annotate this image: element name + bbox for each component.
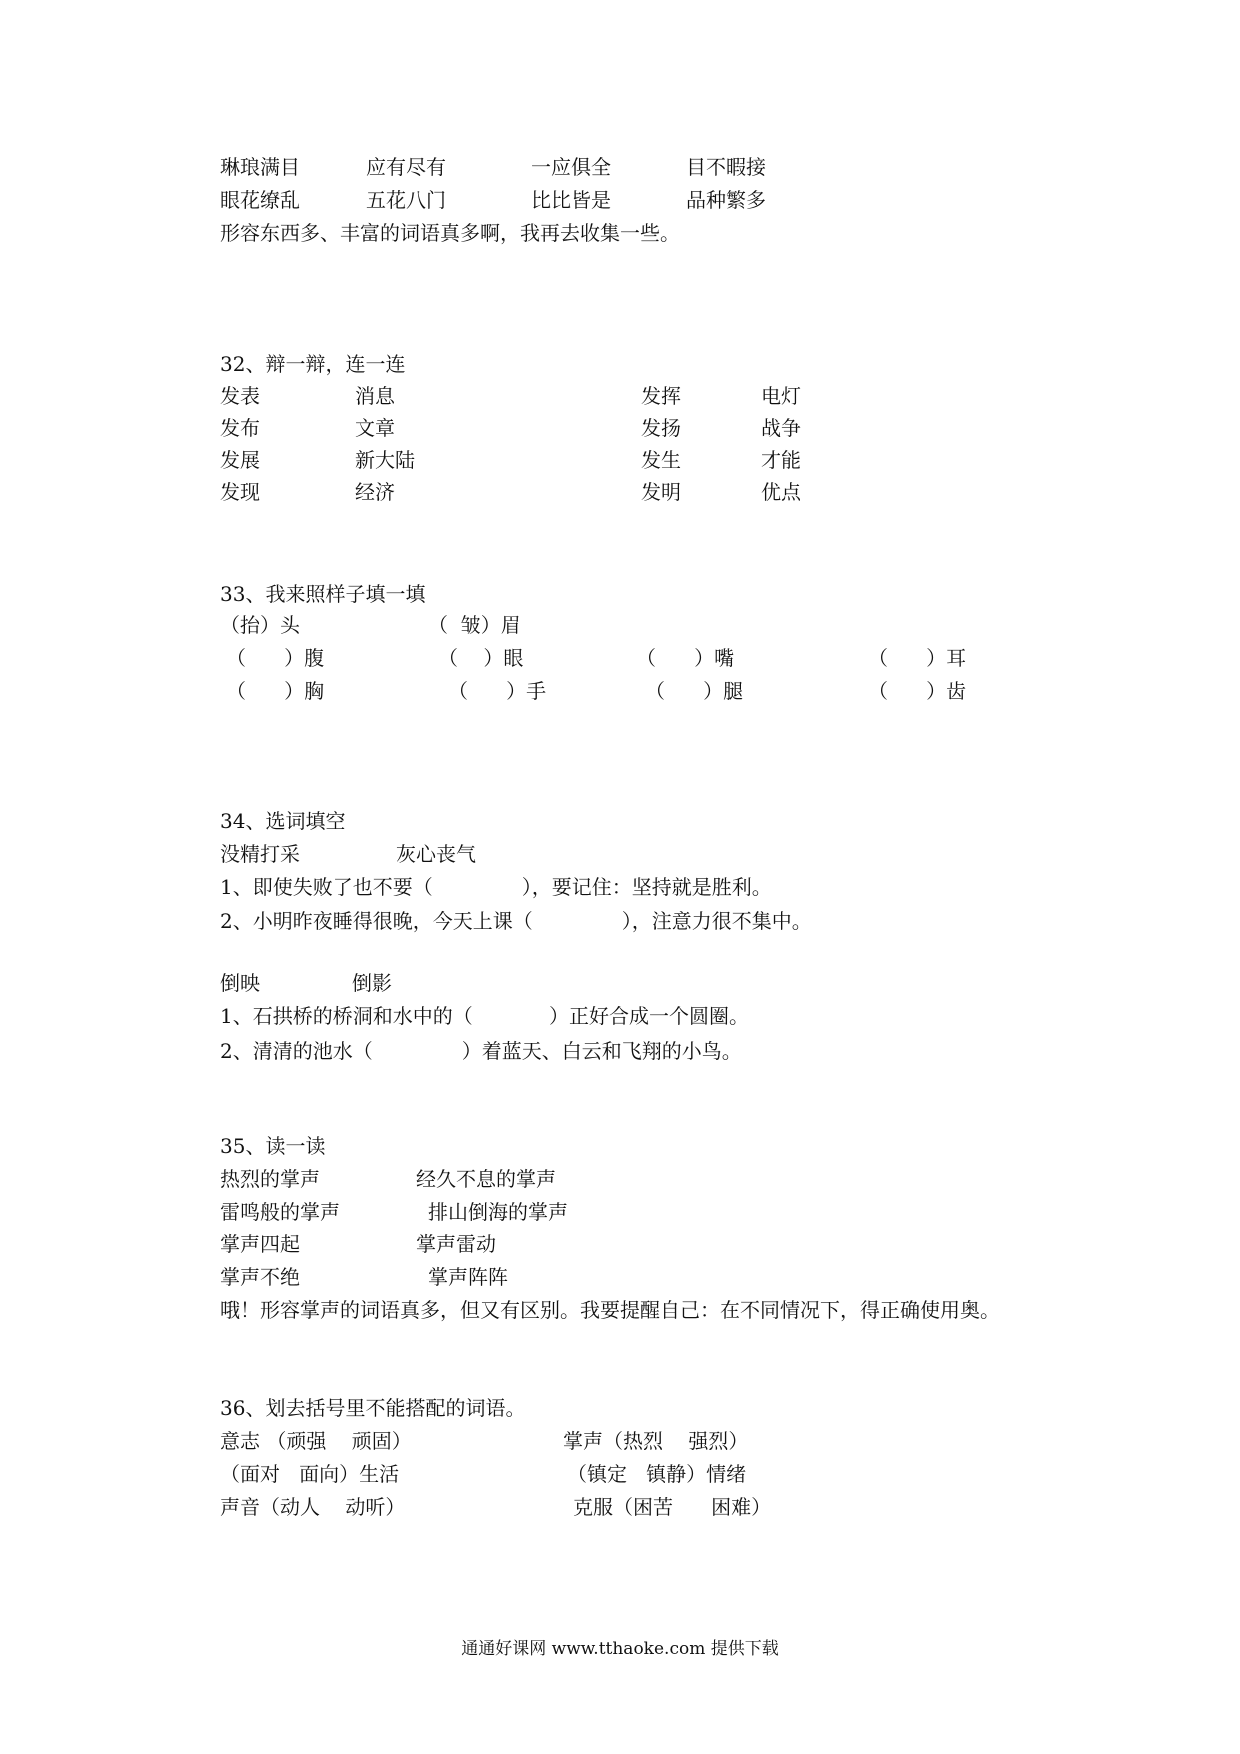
- q32-title: [0, 349, 1240, 379]
- match-word: 电灯: [761, 384, 801, 408]
- page-footer: 通通好课网 www.tthaoke.com 提供下载: [461, 1639, 779, 1659]
- word-choice: 灰心丧气: [396, 842, 476, 866]
- match-word: 发展: [220, 448, 260, 472]
- fill-blank: （ ）嘴: [636, 646, 735, 670]
- match-word: 发布: [220, 416, 260, 440]
- q33-row-2: [0, 676, 1240, 706]
- idiom: 比比皆是: [531, 188, 611, 212]
- note-text: 形容东西多、丰富的词语真多啊，我再去收集一些。: [220, 221, 680, 245]
- phrase: 热烈的掌声: [220, 1167, 320, 1191]
- q35-row: [0, 1197, 1240, 1227]
- collocation: 意志 （顽强 顽固）: [220, 1429, 412, 1453]
- match-word: 战争: [761, 416, 801, 440]
- sentence: 1、石拱桥的桥洞和水中的（ ）正好合成一个圆圈。: [220, 1004, 750, 1028]
- fill-blank: （ ）齿: [868, 679, 967, 703]
- sentence: 2、小明昨夜睡得很晚，今天上课（ ），注意力很不集中。: [220, 909, 812, 933]
- match-word: 优点: [761, 480, 801, 504]
- match-word: 才能: [761, 448, 801, 472]
- fill-blank: （ ）手: [448, 679, 547, 703]
- fill-blank: （ ）腹: [226, 646, 325, 670]
- q32-row: [0, 413, 1240, 443]
- example-item: （ 皱）眉: [428, 613, 521, 637]
- q32-row: [0, 477, 1240, 507]
- example-item: （抬）头: [220, 613, 300, 637]
- fill-blank: （ ）胸: [226, 679, 325, 703]
- question-title: 34、选词填空: [220, 809, 346, 833]
- collocation: 声音（动人 动听）: [220, 1495, 406, 1519]
- collocation: （镇定 镇静）情绪: [567, 1462, 747, 1486]
- match-word: 经济: [355, 480, 395, 504]
- collocation: 克服（困苦 困难）: [573, 1495, 772, 1519]
- q32-row: [0, 381, 1240, 411]
- q35-row: [0, 1229, 1240, 1259]
- match-word: 文章: [355, 416, 395, 440]
- idiom: 目不暇接: [686, 155, 766, 179]
- phrase: 雷鸣般的掌声: [220, 1200, 340, 1224]
- idiom: 琳琅满目: [220, 155, 300, 179]
- idiom: 五花八门: [366, 188, 446, 212]
- fill-blank: （ ）腿: [645, 679, 744, 703]
- match-word: 发挥: [641, 384, 681, 408]
- sentence: 2、清清的池水（ ）着蓝天、白云和飞翔的小鸟。: [220, 1039, 742, 1063]
- q34-words-1: [0, 839, 1240, 869]
- word-choice: 没精打采: [220, 842, 300, 866]
- intro-row-2: [0, 185, 1240, 215]
- match-word: 发生: [641, 448, 681, 472]
- intro-row-1: [0, 152, 1240, 182]
- word-choice: 倒映: [220, 971, 260, 995]
- word-choice: 倒影: [352, 971, 392, 995]
- phrase: 掌声四起: [220, 1232, 300, 1256]
- fill-blank: （ ）眼: [438, 646, 524, 670]
- question-title: 32、辩一辩，连一连: [220, 352, 406, 376]
- q34-sentence: [0, 906, 1240, 936]
- phrase: 掌声不绝: [220, 1265, 300, 1289]
- intro-note: [0, 218, 1240, 248]
- q35-title: [0, 1131, 1240, 1161]
- question-title: 36、划去括号里不能搭配的词语。: [220, 1396, 526, 1420]
- q34-sentence: [0, 1036, 1240, 1066]
- question-title: 35、读一读: [220, 1134, 326, 1158]
- note-text: 哦！形容掌声的词语真多，但又有区别。我要提醒自己：在不同情况下，得正确使用奥。: [220, 1298, 1000, 1322]
- phrase: 掌声雷动: [416, 1232, 496, 1256]
- collocation: 掌声（热烈 强烈）: [563, 1429, 749, 1453]
- phrase: 排山倒海的掌声: [428, 1200, 568, 1224]
- phrase: 掌声阵阵: [428, 1265, 508, 1289]
- q35-row: [0, 1164, 1240, 1194]
- q33-title: [0, 579, 1240, 609]
- q34-words-2: [0, 968, 1240, 998]
- match-word: 发表: [220, 384, 260, 408]
- q36-row: [0, 1492, 1240, 1522]
- fill-blank: （ ）耳: [868, 646, 967, 670]
- q35-note: [0, 1295, 1240, 1325]
- question-title: 33、我来照样子填一填: [220, 582, 426, 606]
- q34-sentence: [0, 1001, 1240, 1031]
- q33-row-1: [0, 643, 1240, 673]
- match-word: 发明: [641, 480, 681, 504]
- q36-title: [0, 1393, 1240, 1423]
- idiom: 应有尽有: [366, 155, 446, 179]
- idiom: 品种繁多: [686, 188, 766, 212]
- collocation: （面对 面向）生活: [220, 1462, 400, 1486]
- q34-title: [0, 806, 1240, 836]
- match-word: 新大陆: [355, 448, 415, 472]
- q36-row: [0, 1426, 1240, 1456]
- q33-examples: [0, 610, 1240, 640]
- sentence: 1、即使失败了也不要（ ），要记住：坚持就是胜利。: [220, 875, 772, 899]
- idiom: 眼花缭乱: [220, 188, 300, 212]
- q36-row: [0, 1459, 1240, 1489]
- q34-sentence: [0, 872, 1240, 902]
- match-word: 发扬: [641, 416, 681, 440]
- q35-row: [0, 1262, 1240, 1292]
- match-word: 消息: [355, 384, 395, 408]
- phrase: 经久不息的掌声: [416, 1167, 556, 1191]
- idiom: 一应俱全: [531, 155, 611, 179]
- match-word: 发现: [220, 480, 260, 504]
- q32-row: [0, 445, 1240, 475]
